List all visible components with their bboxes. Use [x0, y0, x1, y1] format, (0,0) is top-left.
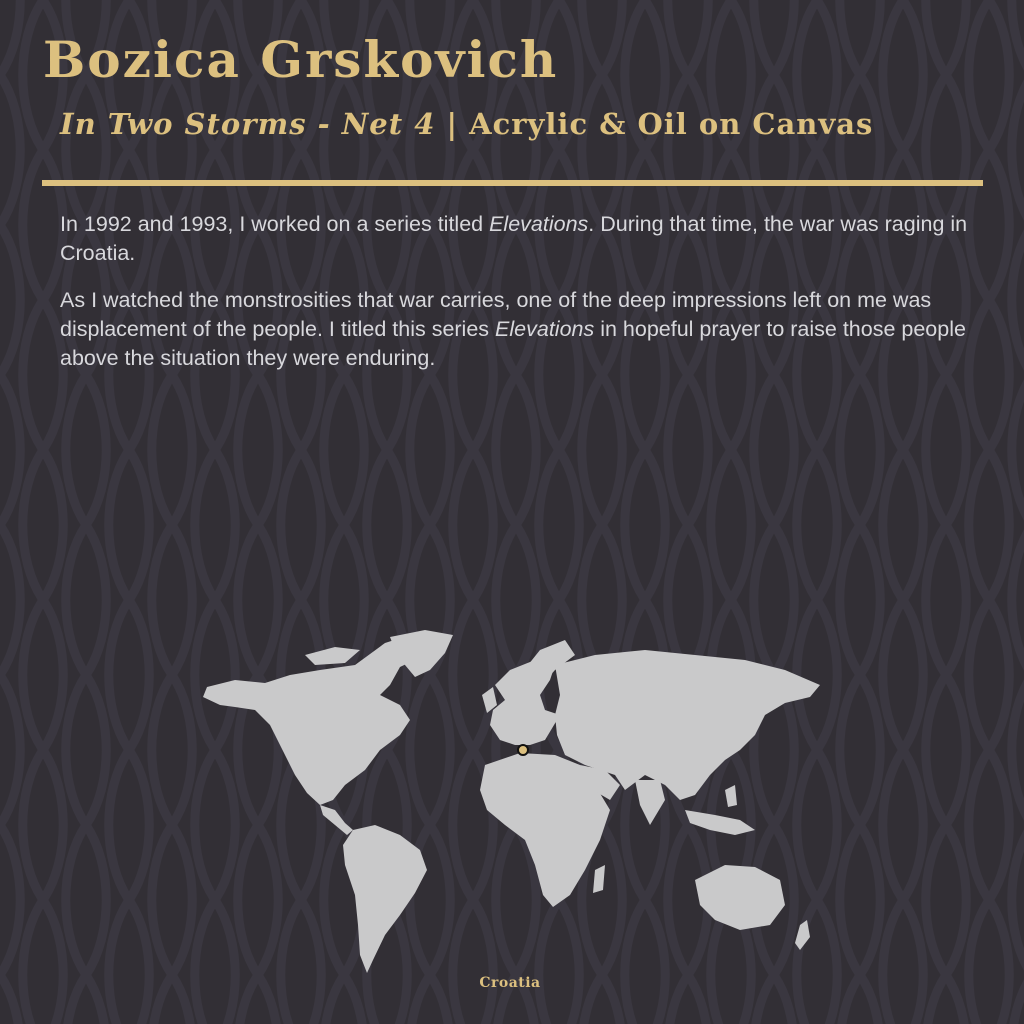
world-map	[195, 625, 835, 975]
southeast-asia-islands	[685, 810, 755, 835]
artist-name: Bozica Grskovich	[43, 30, 559, 89]
croatia-location-marker	[518, 745, 528, 755]
subtitle-separator: |	[435, 107, 470, 141]
new-zealand	[795, 920, 810, 950]
artist-statement	[60, 210, 990, 391]
location-label: Croatia	[479, 975, 541, 991]
philippines	[725, 785, 737, 807]
artwork-subtitle	[60, 107, 873, 141]
india	[635, 780, 665, 825]
south-america	[343, 825, 427, 973]
continents	[203, 630, 820, 973]
madagascar	[593, 865, 605, 893]
p2-text-end: in hopeful prayer to raise those people above the situation they were enduring.	[60, 317, 966, 370]
medium: Acrylic & Oil on Canvas	[469, 107, 874, 141]
australia	[695, 865, 785, 930]
p1-text-start: In 1992 and 1993, I worked on a series titled	[60, 212, 490, 236]
p1-text-end: . During that time, the war was raging in Croatia.	[60, 212, 968, 265]
statement-paragraph-2	[60, 286, 990, 373]
greenland	[390, 630, 453, 677]
canadian-islands	[305, 647, 360, 665]
p1-series-title: Elevations	[489, 212, 589, 236]
p2-series-title: Elevations	[495, 317, 595, 341]
p2-text-start: As I watched the monstrosities that war carries, one of the deep impressions left on me was displacement of the people. I titled this series	[60, 288, 932, 341]
central-america	[320, 805, 353, 835]
work-title: In Two Storms - Net 4	[60, 107, 436, 141]
statement-paragraph-1	[60, 210, 990, 268]
gold-divider	[42, 180, 983, 186]
